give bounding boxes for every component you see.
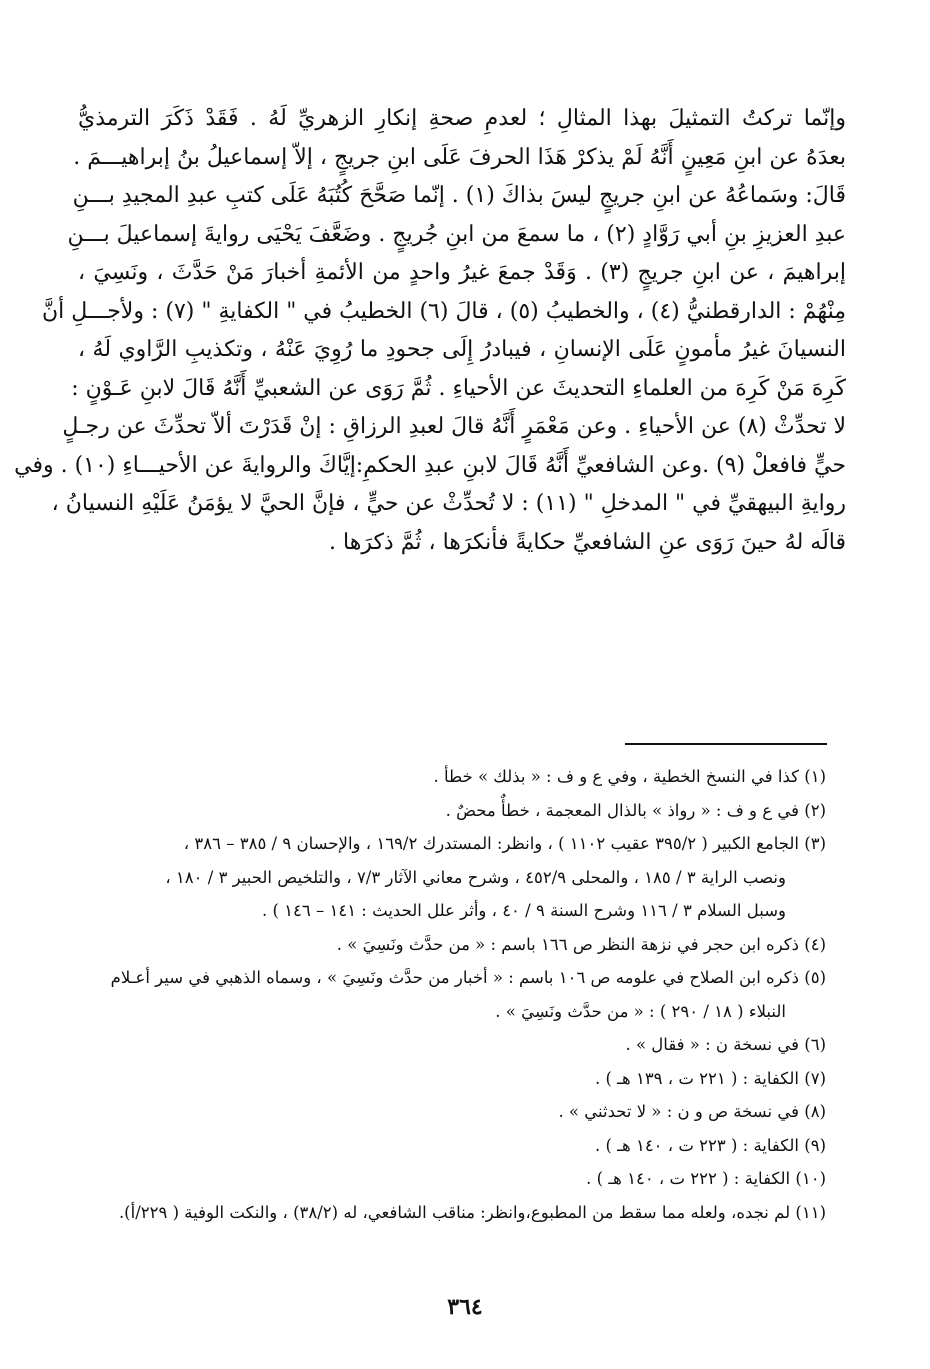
footnote: (٣) الجامع الكبير ( ٣٩٥/٢ عقيب ١١٠٢ ) ، وانظر: المستدرك ١٦٩/٢ ، والإحسان ٩ / ٣٨٥ – ٣٨٦ ، <box>183 834 826 853</box>
body-line: النسيانَ غيرُ مأمونٍ عَلَى الإنسانِ ، فيبادرُ إِلَى جحودِ ما رُوِيَ عَنْهُ ، وتكذيبِ الرَّاوي لَهُ ، <box>78 337 846 362</box>
footnote: (١٠) الكفاية : ( ٢٢٢ ت ، ١٤٠ هـ ) . <box>586 1169 826 1188</box>
footnote: (٥) ذكره ابن الصلاح في علومه ص ١٠٦ باسم : « أخبار من حدَّث ونَسِيَ » ، وسماه الذهبي في سير أعـلام <box>110 968 826 987</box>
body-line: روايةِ البيهقيِّ في " المدخلِ " (١١) : لا تُحدِّثْ عن حيٍّ ، فإنَّ الحيَّ لا يؤمَنُ عَلَيْهِ النسيانُ ، <box>51 491 846 516</box>
body-line: لا تحدِّثْ (٨) عن الأحياءِ . وعن مَعْمَرٍ أَنَّهُ قالَ لعبدِ الرزاقِ : إنْ قَدَرْتَ ألاّ تحدِّثَ عن رجـلٍ <box>62 414 846 439</box>
footnote: (٩) الكفاية : ( ٢٢٣ ت ، ١٤٠ هـ ) . <box>595 1135 826 1155</box>
footnotes-block <box>50 760 826 1229</box>
footnote: (٧) الكفاية : ( ٢٢١ ت ، ١٣٩ هـ ) . <box>595 1068 826 1088</box>
footnote: (٢) في ع و ف : « رواذ » بالذال المعجمة ، خطأٌ محضٌ . <box>445 800 826 820</box>
footnote: (١) كذا في النسخ الخطية ، وفي ع و ف : « بذلك » خطأ . <box>433 767 826 786</box>
body-line: قالَه لهُ حينَ رَوَى عنِ الشافعيِّ حكايةً فأنكرَها ، ثُمَّ ذكرَها . <box>329 529 846 555</box>
body-line: وإنّما تركتُ التمثيلَ بهذا المثالِ ؛ لعدمِ صحةِ إنكارِ الزهريِّ لَهُ . فَقَدْ ذَكَرَ الترمذيُّ <box>78 106 846 131</box>
body-line: حيٍّ فافعلْ (٩) .وعن الشافعيِّ أَنَّهُ قَالَ لابنِ عبدِ الحكمِ:إيَّاكَ والروايةَ عن الأحيـــاءِ (١٠) . وفي <box>14 452 846 478</box>
footnote-separator <box>625 743 827 745</box>
footnote: (٦) في نسخة ن : « فقال » . <box>625 1035 826 1054</box>
footnote-continuation: وسبل السلام ٣ / ١١٦ وشرح السنة ٩ / ٤٠ ، وأثر علل الحديث : ١٤١ – ١٤٦ ) . <box>261 901 786 920</box>
footnote-continuation: ونصب الراية ٣ / ١٨٥ ، والمحلى ٤٥٢/٩ ، وشرح معاني الآثار ٧/٣ ، والتلخيص الحبير ٣ / ١٨٠ ، <box>165 867 786 887</box>
page-number: ٣٦٤ <box>447 1294 483 1320</box>
footnote-continuation: النبلاء ( ١٨ / ٢٩٠ ) : « من حدَّث ونَسِيَ » . <box>495 1001 786 1021</box>
footnote: (٨) في نسخة ص و ن : « لا تحدثني » . <box>558 1102 826 1121</box>
body-line: مِنْهُمْ : الدارقطنيُّ (٤) ، والخطيبُ (٥) ، قالَ (٦) الخطيبُ في " الكفايةِ " (٧) : ولأجـــلِ أنَّ <box>41 298 846 324</box>
footnote: (١١) لم نجده، ولعله مما سقط من المطبوع،وانظر: مناقب الشافعي، له (٣٨/٢) ، والنكت الوفية ( ٢٢٩/أ). <box>118 1202 826 1222</box>
body-line: كَرِهَ مَنْ كَرِهَ من العلماءِ التحديثَ عن الأحياءِ . ثُمَّ رَوَى عن الشعبيِّ أَنَّهُ قَالَ لابنِ عَـوْنٍ : <box>71 375 846 401</box>
body-line: بعدَهُ عن ابنِ مَعِينٍ أَنَّهُ لَمْ يذكرْ هَذَا الحرفَ عَلَى ابنِ جريجٍ ، إلاّ إسماعيلُ بنُ إبراهيـــمَ . <box>73 144 846 170</box>
body-line: إبراهيمَ ، عن ابنِ جريجٍ (٣) . وَقَدْ جمعَ غيرُ واحدٍ من الأئمةِ أخبارَ مَنْ حَدَّثَ ، ونَسِيَ ، <box>78 260 846 285</box>
footnote: (٤) ذكره ابن حجر في نزهة النظر ص ١٦٦ باسم : « من حدَّث ونَسِيَ » . <box>336 934 826 954</box>
body-line: عبدِ العزيزِ بنِ أبي رَوَّادٍ (٢) ، ما سمعَ من ابنِ جُريجٍ . وضَعَّفَ يَحْيَى روايةَ إسماعيلَ بـــنِ <box>67 221 846 247</box>
body-line: قَالَ: وسَماعُهُ عن ابنِ جريجٍ ليسَ بذاكَ (١) . إنّما صَحَّحَ كُتُبَهُ عَلَى كتبِ عبدِ المجيدِ بـــنِ <box>72 183 846 208</box>
main-text-block <box>14 100 846 562</box>
